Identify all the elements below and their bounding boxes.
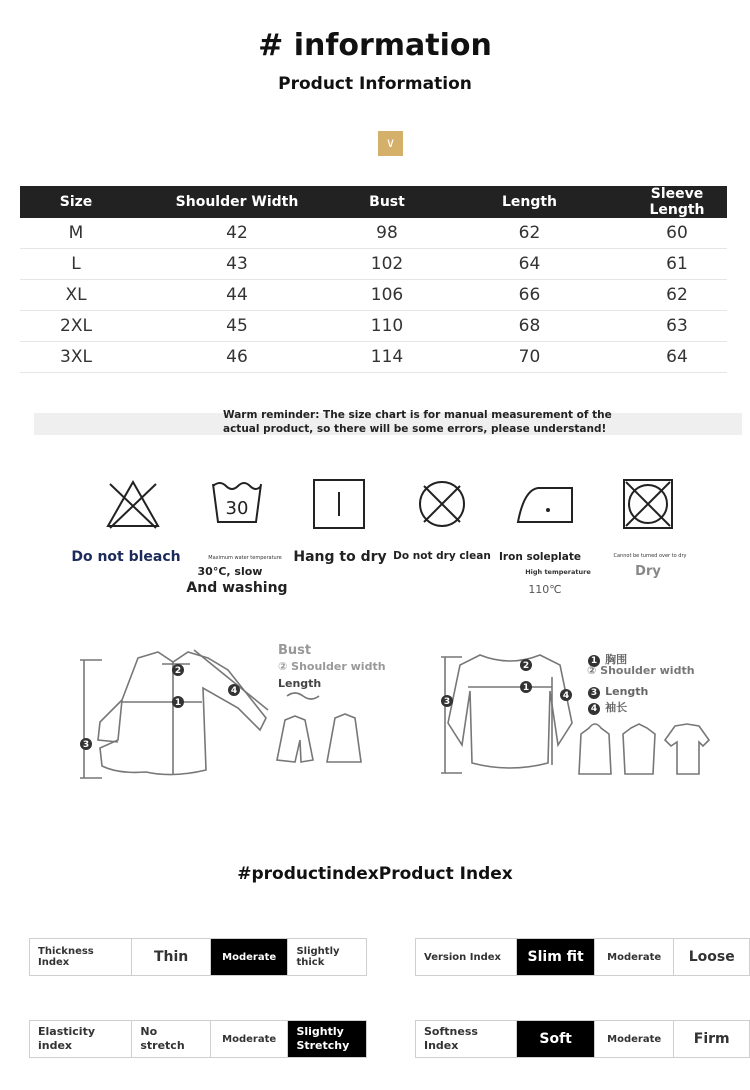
table-cell: 60	[666, 223, 688, 243]
sweater-measurement-diagram	[440, 645, 580, 780]
do-not-dry-clean-label: Do not dry clean	[393, 550, 491, 562]
table-cell: 62	[666, 285, 688, 305]
elasticity-index	[29, 1020, 367, 1058]
wash-line-1: 30°C, slow	[197, 565, 263, 578]
reminder-line-1: Warm reminder: The size chart is for manual measurement of the	[223, 409, 612, 421]
svg-text:1: 1	[174, 698, 182, 708]
table-row	[20, 342, 727, 373]
thickness-index-label: Thickness Index	[30, 939, 132, 975]
legend-bust-cn: 胸围	[605, 653, 628, 666]
garment-thumbnails	[575, 718, 715, 780]
softness-label-line-1: Softness	[424, 1025, 478, 1038]
do-not-dry-clean-icon	[416, 478, 468, 530]
table-cell: 70	[518, 347, 541, 367]
softness-index-label	[416, 1021, 517, 1057]
reminder-text	[223, 408, 623, 436]
iron-label: Iron soleplate	[499, 551, 581, 563]
svg-text:1: 1	[522, 683, 530, 693]
elasticity-label-line-1: Elasticity	[38, 1025, 96, 1038]
elasticity-label-line-2: index	[38, 1039, 73, 1052]
table-cell: 110	[370, 316, 404, 336]
legend-number-1: 1	[588, 655, 600, 667]
do-not-bleach-label: Do not bleach	[71, 549, 181, 565]
table-cell: 64	[666, 347, 688, 367]
hang-to-dry-icon	[312, 478, 366, 530]
iron-temp-label: 110℃	[528, 583, 562, 596]
header-bust: Bust	[369, 194, 405, 210]
table-cell: 2XL	[60, 316, 92, 336]
svg-text:3: 3	[82, 740, 90, 750]
table-row	[20, 218, 727, 249]
table-cell: 66	[518, 285, 541, 305]
legend-number-3: 3	[588, 687, 600, 699]
wash-temp-text: 30	[225, 498, 249, 519]
softness-option-firm: Firm	[693, 1031, 730, 1047]
iron-icon	[516, 484, 574, 526]
legend-sleeve-cn: 袖长	[605, 701, 628, 714]
header-sleeve: Sleeve Length	[649, 186, 705, 218]
svg-text:2: 2	[174, 666, 182, 676]
table-cell: M	[68, 223, 84, 243]
product-index-title: #productindexProduct Index	[237, 864, 513, 884]
elasticity-option-no-stretch: No stretch	[132, 1021, 211, 1057]
table-cell: 68	[518, 316, 541, 336]
softness-option-soft: Soft	[517, 1021, 595, 1057]
svg-text:2: 2	[522, 661, 530, 671]
thickness-option-thin: Thin	[132, 939, 211, 975]
elasticity-option-slightly-stretchy: Slightly Stretchy	[288, 1021, 366, 1057]
table-cell: 98	[376, 223, 398, 243]
version-index	[415, 938, 750, 976]
chevron-down-icon: ∨	[378, 131, 403, 156]
svg-text:4: 4	[562, 691, 570, 701]
wash-30-icon	[210, 478, 264, 528]
table-cell: 46	[226, 347, 248, 367]
softness-index	[415, 1020, 750, 1058]
table-cell: 45	[226, 316, 248, 336]
hang-to-dry-label: Hang to dry	[293, 549, 387, 565]
table-cell: 61	[666, 254, 688, 274]
version-option-slim-fit: Slim fit	[517, 939, 595, 975]
legend-right-shoulder: ② Shoulder width	[587, 664, 695, 677]
wash-small-label: Maximum water temperature	[208, 555, 282, 561]
version-option-loose: Loose	[688, 949, 735, 965]
tumble-small-label: Cannot be turned over to dry	[613, 553, 687, 559]
legend-shoulder: ② Shoulder width	[278, 660, 386, 673]
header-length: Length	[501, 194, 558, 210]
table-cell: 42	[226, 223, 248, 243]
table-cell: 3XL	[60, 347, 92, 367]
svg-text:3: 3	[443, 697, 451, 707]
legend-length-text: Length	[605, 685, 649, 698]
tumble-label: Dry	[635, 564, 661, 579]
legend-length: Length	[278, 677, 322, 690]
reminder-line-2: actual product, so there will be some errors, please understand!	[223, 423, 607, 435]
table-row	[20, 280, 727, 311]
table-cell: 106	[370, 285, 404, 305]
legend-right-sleeve	[588, 696, 627, 715]
iron-small-label: High temperature	[525, 568, 591, 576]
table-row	[20, 249, 727, 280]
table-cell: L	[71, 254, 81, 274]
table-cell: XL	[65, 285, 87, 305]
version-index-label: Version Index	[416, 939, 517, 975]
softness-label-line-2: Index	[424, 1039, 459, 1052]
table-cell: 43	[226, 254, 248, 274]
table-header	[20, 186, 727, 218]
do-not-tumble-dry-icon	[622, 478, 674, 530]
table-cell: 102	[370, 254, 404, 274]
table-cell: 64	[518, 254, 541, 274]
table-cell: 44	[226, 285, 248, 305]
table-cell: 62	[518, 223, 541, 243]
page-subtitle: Product Information	[278, 74, 472, 94]
jacket-thumbnails	[265, 690, 365, 775]
elasticity-index-label	[30, 1021, 132, 1057]
thickness-index	[29, 938, 367, 976]
table-cell: 63	[666, 316, 688, 336]
do-not-bleach-icon	[104, 478, 162, 530]
shirt-measurement-diagram	[78, 640, 278, 785]
legend-number-4: 4	[588, 703, 600, 715]
version-option-moderate: Moderate	[595, 939, 675, 975]
svg-text:4: 4	[230, 686, 238, 696]
size-table	[20, 186, 727, 373]
header-size: Size	[59, 194, 93, 210]
table-row	[20, 311, 727, 342]
iron-dot	[546, 508, 550, 512]
table-cell: 114	[370, 347, 404, 367]
softness-option-moderate: Moderate	[595, 1021, 675, 1057]
wash-line-2: And washing	[186, 580, 288, 596]
thickness-option-slightly-thick: Slightly thick	[296, 946, 340, 968]
page-title: # information	[258, 28, 492, 63]
elasticity-option-moderate: Moderate	[211, 1021, 289, 1057]
legend-bust: Bust	[278, 643, 312, 658]
thickness-option-moderate: Moderate	[211, 939, 289, 975]
header-shoulder: Shoulder Width	[175, 194, 299, 210]
